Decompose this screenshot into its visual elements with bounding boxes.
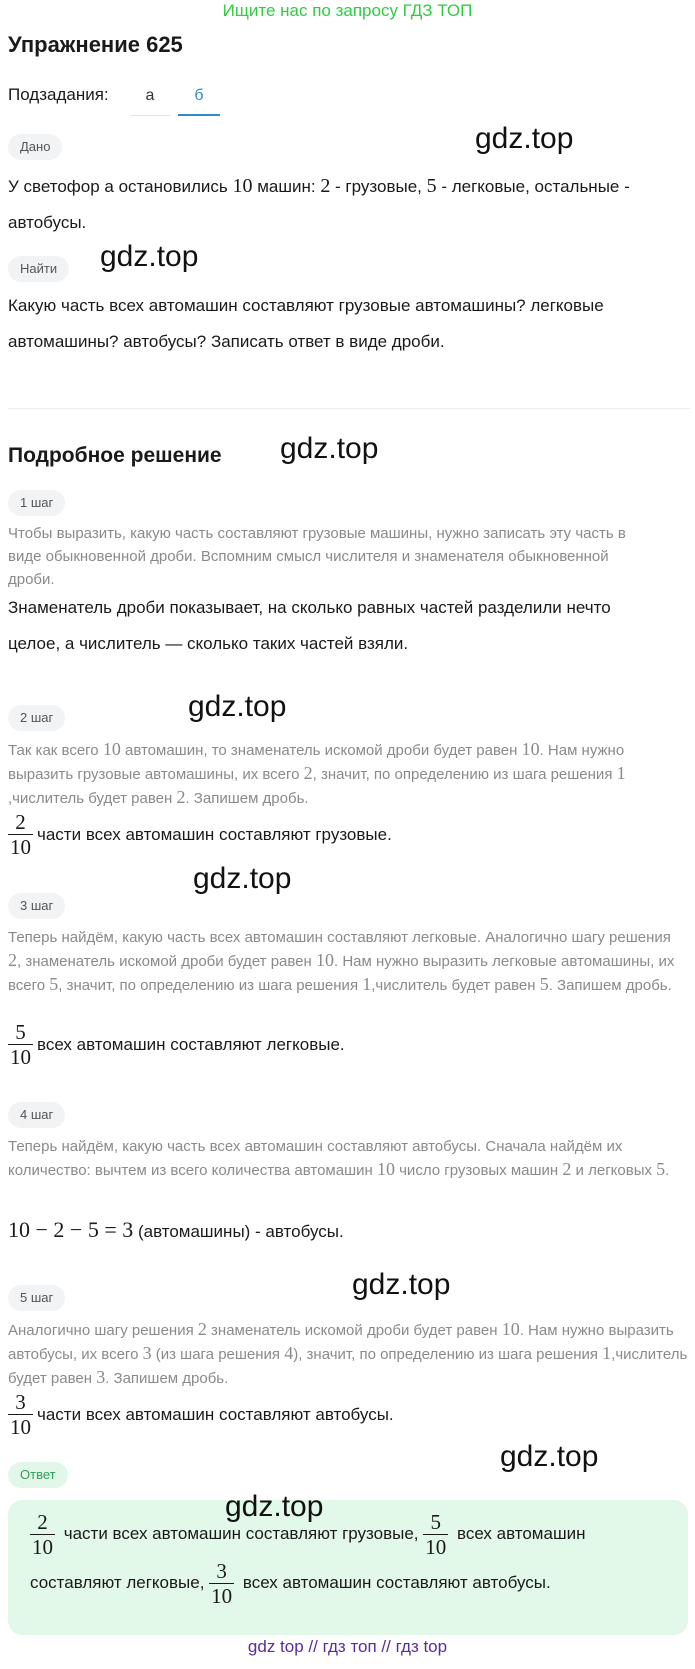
step-2-result: $\frac{2}{10}$ части всех автомашин составляют грузовые. — [10, 810, 392, 859]
answer-pill-wrap — [8, 1462, 68, 1488]
given-pill: Дано — [8, 134, 62, 160]
footer-links[interactable]: gdz top // гдз топ // гдз top — [247, 1637, 448, 1656]
fraction: $\frac{3}{10}$ — [10, 1390, 31, 1439]
step-5-hint: Аналогично шагу решения 2 знаменатель искомой дроби будет равен 10. Нам нужно выразить автобусы, их всего 3 (из шага решения 4), значит, по определению из шага решения 1,числитель будет равен 3. Запишем дробь. — [8, 1319, 688, 1387]
step-4-result: 10 − 2 − 5 = 3 (автомашины) - автобусы. — [8, 1217, 344, 1242]
watermark: gdz.top — [352, 1268, 451, 1301]
step-1-text: Знаменатель дроби показывает, на сколько равных частей разделили нечто целое, а числитель — сколько таких частей взяли. — [8, 598, 611, 653]
step-3-result: $\frac{5}{10}$ всех автомашин составляют легковые. — [10, 1020, 345, 1069]
subtasks-label: Подзадания: — [8, 85, 109, 104]
fraction: $\frac{5}{10}$ — [10, 1020, 31, 1069]
tab-subtask-b[interactable]: б — [178, 76, 220, 116]
step-5-result: $\frac{3}{10}$ части всех автомашин составляют автобусы. — [10, 1390, 394, 1439]
find-pill-wrap — [8, 256, 69, 282]
watermark: gdz.top — [475, 122, 574, 155]
step-3-pill-wrap — [8, 893, 65, 919]
divider — [8, 408, 690, 409]
step-1-hint: Чтобы выразить, какую часть составляют грузовые машины, нужно записать эту часть в виде обыкновенной дроби. Вспомним смысл числителя и знаменателя обыкновенной дроби. — [8, 525, 626, 588]
step-5-pill-wrap — [8, 1285, 65, 1311]
tab-subtask-a[interactable]: а — [130, 76, 170, 116]
step-2-hint: Так как всего 10 автомашин, то знаменатель искомой дроби будет равен 10. Нам нужно выразить грузовые автомашины, их всего 2, значит, по определению из шага решения 1 ,числитель будет равен 2. Запишем дробь. — [8, 739, 626, 807]
page-title: Упражнение 625 — [8, 32, 183, 57]
search-banner[interactable]: Ищите нас по запросу ГДЗ ТОП — [222, 1, 473, 20]
step-2-pill-wrap — [8, 705, 65, 731]
find-pill: Найти — [8, 256, 69, 282]
answer-pill: Ответ — [8, 1462, 68, 1488]
watermark: gdz.top — [193, 862, 292, 895]
step-5-pill: 5 шаг — [8, 1285, 65, 1311]
step-4-pill-wrap — [8, 1102, 65, 1128]
step-2-pill: 2 шаг — [8, 705, 65, 731]
solution-title: Подробное решение — [8, 444, 222, 467]
watermark: gdz.top — [100, 240, 199, 273]
step-4-hint: Теперь найдём, какую часть всех автомашин составляют автобусы. Сначала найдём их количество: вычтем из всего количества автомашин 10 число грузовых машин 2 и легковых 5. — [8, 1138, 670, 1179]
step-3-pill: 3 шаг — [8, 893, 65, 919]
fraction: $\frac{5}{10}$ — [425, 1510, 447, 1559]
fraction: $\frac{3}{10}$ — [211, 1559, 233, 1608]
find-text: Какую часть всех автомашин составляют грузовые автомашины? легковые автомашины? автобусы? Записать ответ в виде дроби. — [8, 296, 604, 351]
step-1-pill-wrap — [8, 490, 65, 516]
watermark: gdz.top — [225, 1490, 324, 1523]
given-text: У светофор а остановились 10 машин: 2 - грузовые, 5 - легковые, остальные - автобусы. — [8, 175, 630, 232]
fraction: $\frac{2}{10}$ — [10, 810, 31, 859]
watermark: gdz.top — [500, 1440, 599, 1473]
watermark: gdz.top — [280, 432, 379, 465]
step-3-hint: Теперь найдём, какую часть всех автомашин составляют легковые. Аналогично шагу решения 2, знаменатель искомой дроби будет равен 10. Нам нужно выразить легковые автомашины, их всего 5, значит, по определению из шага решения 1,числитель будет равен 5. Запишем дробь. — [8, 929, 675, 994]
step-1-pill: 1 шаг — [8, 490, 65, 516]
given-pill-wrap — [8, 134, 62, 160]
fraction: $\frac{2}{10}$ — [32, 1510, 53, 1559]
watermark: gdz.top — [188, 690, 287, 723]
answer-text: $\frac{2}{10}$ части всех автомашин составляют грузовые, $\frac{5}{10}$ всех автомашин составляют легковые, $\frac{3}{10}$ всех автомашин составляют автобусы. — [30, 1510, 586, 1608]
step-4-pill: 4 шаг — [8, 1102, 65, 1128]
